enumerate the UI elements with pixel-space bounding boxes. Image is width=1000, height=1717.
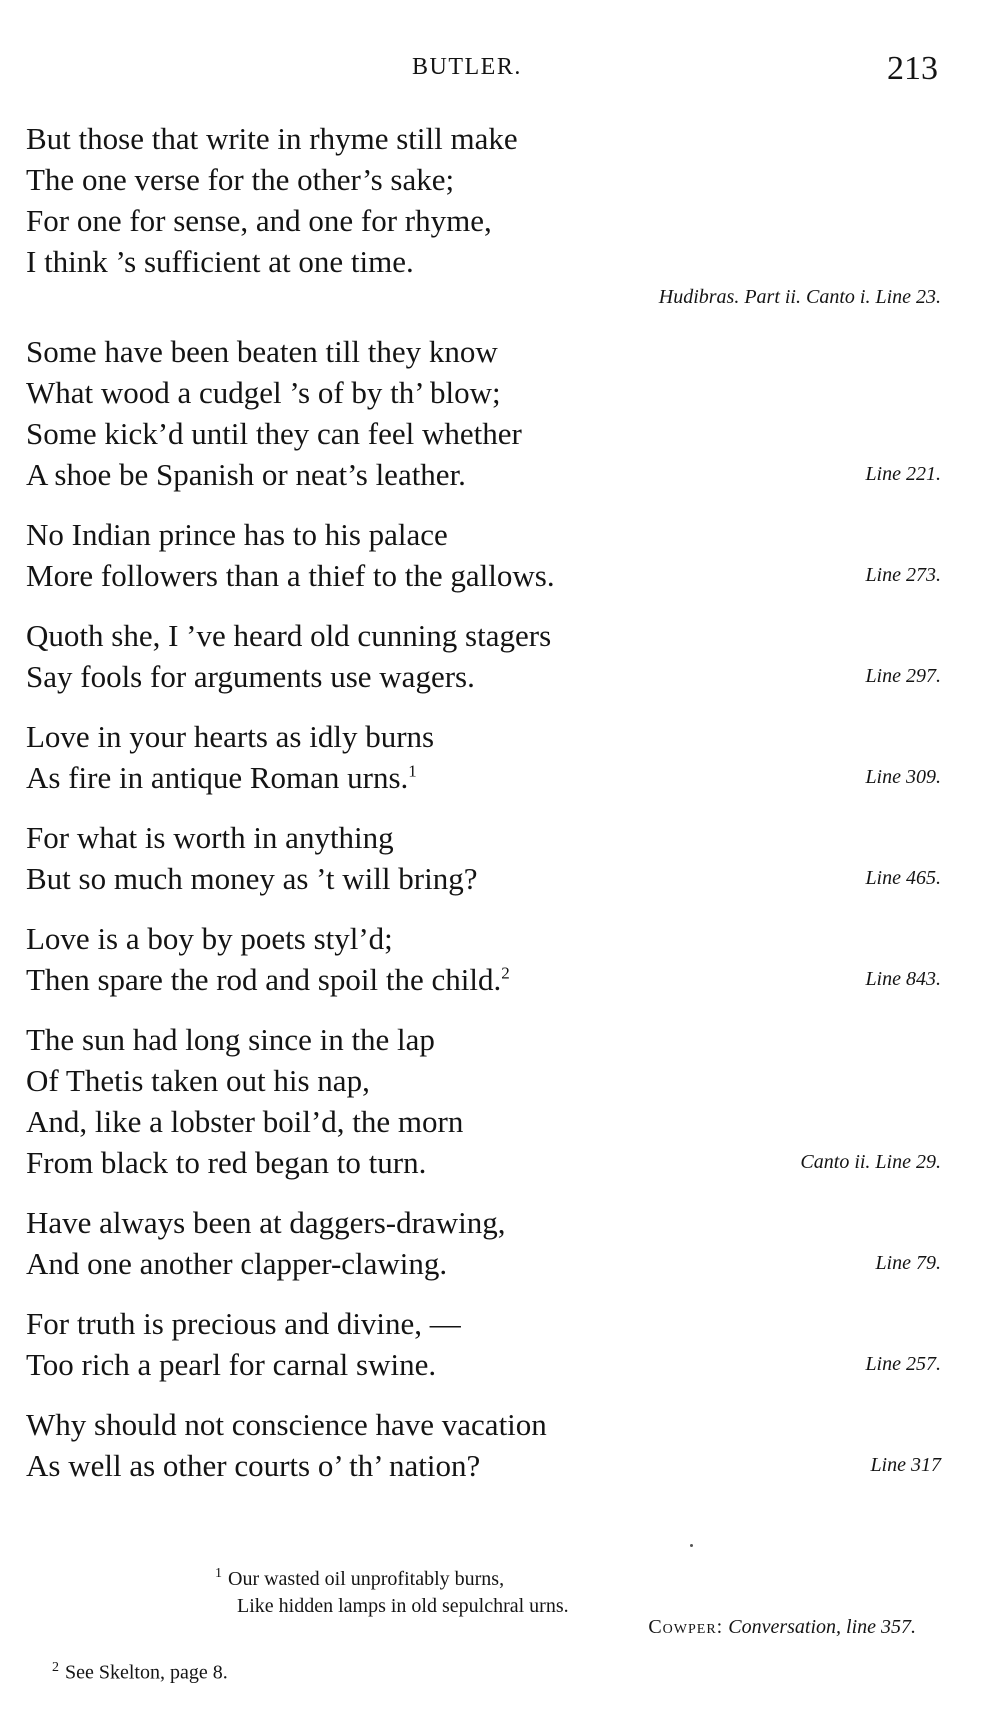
verse-line: Why should not conscience have vacation (26, 1407, 547, 1442)
verse-line: As well as other courts o’ th’ nation? (26, 1448, 481, 1483)
quotation (26, 1202, 941, 1284)
verse-line: No Indian prince has to his palace (26, 517, 448, 552)
citation: Canto ii. Line 29. (800, 1151, 941, 1173)
print-speck (690, 1544, 693, 1547)
verse-line: For one for sense, and one for rhyme, (26, 203, 492, 238)
footnote-line (215, 1568, 504, 1590)
verse-line: A shoe be Spanish or neat’s leather. (26, 457, 466, 492)
verse-line: Of Thetis taken out his nap, (26, 1063, 370, 1098)
quotation (26, 514, 941, 596)
quotation (26, 615, 941, 697)
quotations (26, 118, 941, 1486)
citation: Line 221. (865, 463, 941, 485)
verse-line: What wood a cudgel ’s of by th’ blow; (26, 375, 501, 410)
verse-line: And one another clapper-clawing. (26, 1246, 448, 1281)
verse-text: Then spare the rod and spoil the child. (26, 962, 502, 997)
verse-line (26, 959, 941, 1000)
page-number: 213 (887, 50, 938, 87)
citation: Line 843. (865, 968, 941, 990)
footnote-1 (215, 1560, 569, 1620)
quotation (26, 118, 941, 312)
quotation (26, 1404, 941, 1486)
verse-line: The one verse for the other’s sake; (26, 162, 455, 197)
quotation (26, 331, 941, 495)
verse-line: Too rich a pearl for carnal swine. (26, 1347, 437, 1382)
verse-line: Love in your hearts as idly burns (26, 719, 435, 754)
quotation (26, 817, 941, 899)
verse-line: And, like a lobster boil’d, the morn (26, 1104, 464, 1139)
quotation (26, 918, 941, 1000)
citation: Line 257. (865, 1353, 941, 1375)
footnote-author: Cowper: (648, 1616, 724, 1638)
verse-line: Quoth she, I ’ve heard old cunning stagers (26, 618, 552, 653)
footnote-work: Conversation, line 357. (728, 1616, 916, 1638)
verse-line: But those that write in rhyme still make (26, 121, 518, 156)
page-header (0, 50, 1000, 90)
footnote-line: Like hidden lamps in old sepulchral urns. (237, 1594, 569, 1617)
quotation (26, 1019, 941, 1183)
citation: Hudibras. Part ii. Canto i. Line 23. (658, 286, 941, 308)
citation: Line 465. (865, 867, 941, 889)
citation: Line 309. (865, 766, 941, 788)
verse-line: The sun had long since in the lap (26, 1022, 435, 1057)
footnote-marker: 2 (52, 1660, 59, 1675)
verse-line (26, 757, 941, 798)
citation: Line 317 (870, 1454, 941, 1476)
footnote-1-citation (648, 1614, 916, 1641)
footnote-ref: 1 (408, 761, 417, 781)
verse-line: Have always been at daggers-drawing, (26, 1205, 506, 1240)
running-head: BUTLER. (412, 54, 522, 80)
verse-line: More followers than a thief to the gallows. (26, 558, 555, 593)
citation: Line 79. (875, 1252, 941, 1274)
citation: Line 297. (865, 665, 941, 687)
verse-line: For truth is precious and divine, — (26, 1306, 461, 1341)
quotation (26, 1303, 941, 1385)
footnote-ref: 2 (501, 963, 510, 983)
footnote-text: See Skelton, page 8. (65, 1661, 228, 1684)
verse-text: As fire in antique Roman urns. (26, 760, 409, 795)
verse-line: Some kick’d until they can feel whether (26, 416, 522, 451)
verse-line: From black to red began to turn. (26, 1145, 427, 1180)
citation: Line 273. (865, 564, 941, 586)
verse-line: Love is a boy by poets styl’d; (26, 921, 393, 956)
footnote-2 (52, 1654, 228, 1687)
verse-line: I think ’s sufficient at one time. (26, 244, 414, 279)
footnote-marker: 1 (215, 1566, 222, 1581)
footnote-text: Our wasted oil unprofitably burns, (228, 1567, 505, 1590)
verse-line: For what is worth in anything (26, 820, 394, 855)
verse-line: Some have been beaten till they know (26, 334, 498, 369)
quotation (26, 716, 941, 798)
verse-line: Say fools for arguments use wagers. (26, 659, 475, 694)
verse-line: But so much money as ’t will bring? (26, 861, 478, 896)
